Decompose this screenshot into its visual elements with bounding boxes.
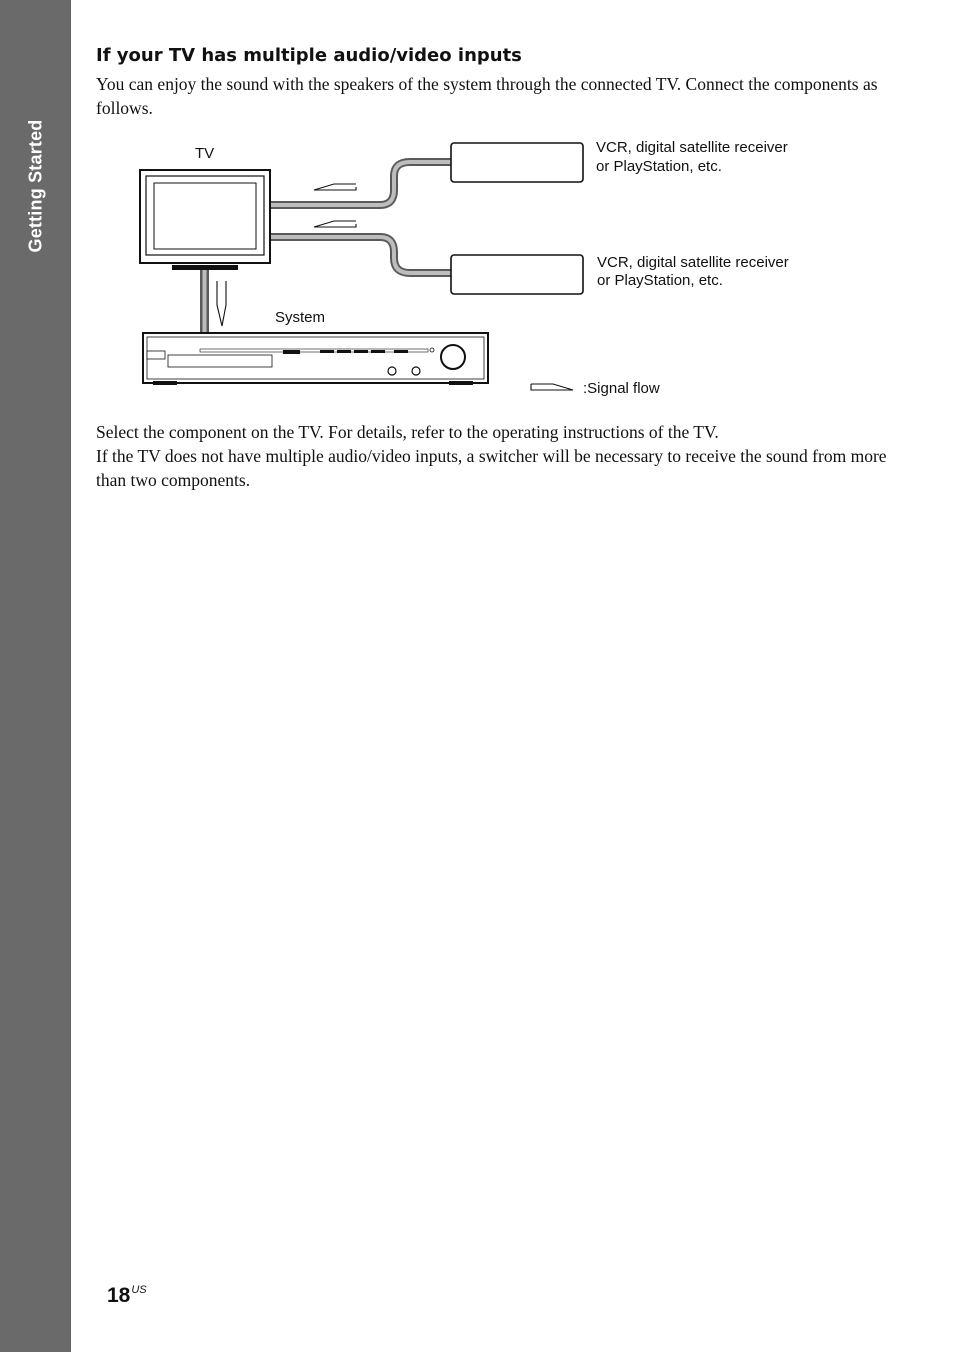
signal-flow-legend-arrow (531, 384, 573, 390)
component-label-top-line1: VCR, digital satellite receiver (596, 139, 788, 156)
instruction-line-2: If the TV does not have multiple audio/video inputs, a switcher will be necessary to receive the sound from more than two components. (96, 446, 887, 490)
signal-arrow-middle (314, 221, 356, 227)
tv-system-cable (200, 270, 209, 332)
connection-diagram (0, 0, 954, 420)
instruction-line-1: Select the component on the TV. For details, refer to the operating instructions of the TV. (96, 422, 719, 442)
system-illustration (143, 333, 488, 385)
page-number (107, 1284, 147, 1308)
section-tab-label: Getting Started (25, 119, 46, 253)
component-cable-bottom (270, 237, 451, 273)
instruction-paragraph (96, 420, 896, 492)
component-box-bottom (451, 255, 583, 294)
component-cable-top (270, 162, 451, 205)
component-box-top (451, 143, 583, 182)
tv-illustration (140, 170, 270, 270)
component-label-bottom-line1: VCR, digital satellite receiver (597, 254, 789, 271)
section-heading: If your TV has multiple audio/video inputs (96, 45, 522, 66)
tv-label: TV (195, 145, 215, 162)
region-code: US (131, 1284, 147, 1296)
signal-arrow-top (314, 184, 356, 190)
intro-paragraph: You can enjoy the sound with the speakers of the system through the connected TV. Connect the components as follows. (96, 74, 878, 118)
signal-flow-legend-label: :Signal flow (583, 380, 660, 397)
page-number-value: 18 (107, 1284, 131, 1307)
signal-arrow-down (217, 281, 226, 326)
component-label-top-line2: or PlayStation, etc. (596, 158, 722, 175)
system-label: System (275, 309, 326, 326)
component-label-bottom-line2: or PlayStation, etc. (597, 272, 723, 289)
